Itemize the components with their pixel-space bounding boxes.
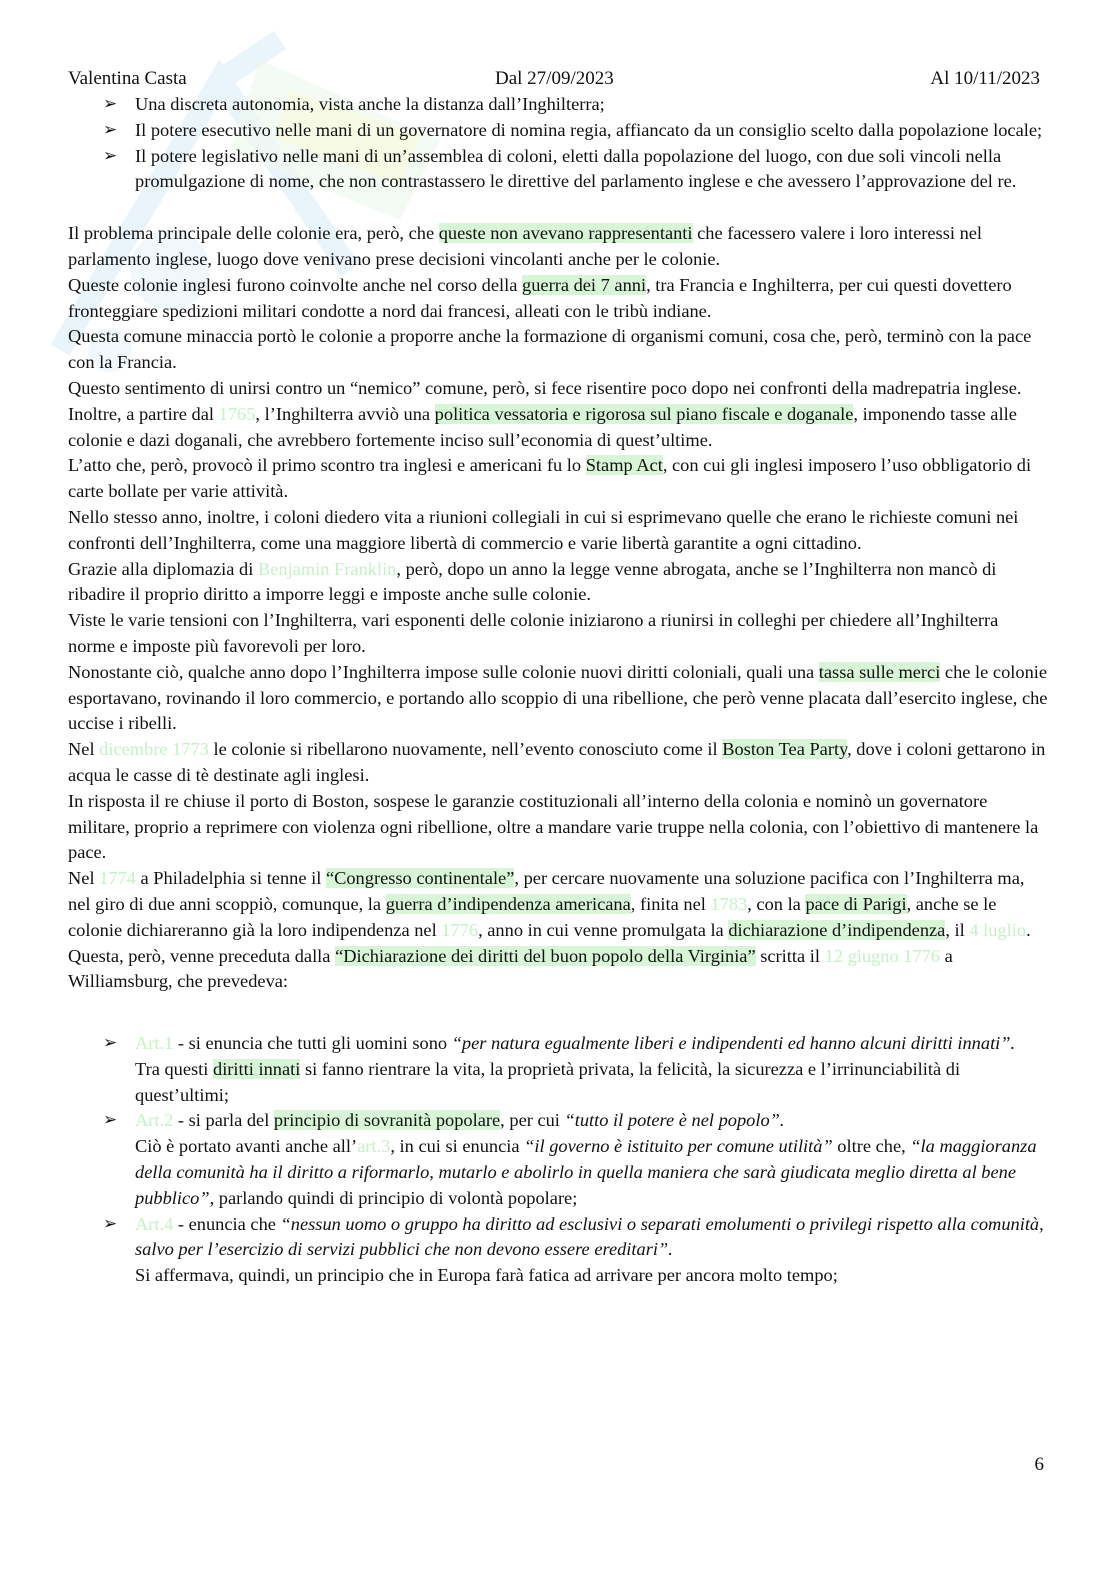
paragraph: Nel dicembre 1773 le colonie si ribellarono nuovamente, nell’evento conosciuto come il Boston Tea Party, dove i coloni gettarono in acqua le casse di tè destinate agli inglesi. [68,739,1046,785]
faint-date: dicembre 1773 [99,739,209,760]
highlight: tassa sulle merci [818,661,941,682]
article-ref: art.3 [357,1136,391,1157]
header-from-date: Dal 27/09/2023 [495,68,614,89]
arrow-bullet-icon: ➢ [103,145,118,166]
paragraph: Inoltre, a partire dal 1765, l’Inghilterra avviò una politica vessatoria e rigorosa sul piano fiscale e doganale, imponendo tasse alle colonie e dazi doganali, che avrebbero fortemente inciso sull’economia di quest’ultime. [68,403,1017,450]
list-item: ➢ Il potere esecutivo nelle mani di un governatore di nomina regia, affiancato da un consiglio scelto dalla popolazione locale; [68,118,1048,144]
quote: “per natura egualmente liberi e indipendenti ed hanno alcuni diritti innati”. [451,1033,1016,1054]
paragraph: Questo sentimento di unirsi contro un “nemico” comune, però, si fece risentire poco dopo nei confronti della madrepatria inglese. [68,377,1022,398]
arrow-bullet-icon: ➢ [103,1110,118,1131]
highlight: politica vessatoria e rigorosa sul piano fiscale e doganale [434,403,854,424]
quote: “il governo è istituito per comune utilità” [524,1136,833,1157]
faint-date: 12 giugno 1776 [824,945,941,966]
highlight: Stamp Act [585,455,663,476]
quote: “la maggioranza della comunità ha il diritto a riformarlo, mutarlo e abolirlo in quella maniera che sarà giudicata meglio diretta al bene pubblico” [135,1136,1037,1208]
highlight: “Congresso continentale” [325,868,515,889]
arrow-bullet-icon: ➢ [103,1213,118,1234]
faint-date: 1765 [218,403,256,424]
faint-date: 1776 [441,919,479,940]
highlight: diritti innati [213,1058,301,1079]
list-item: ➢ Art.1 - si enuncia che tutti gli uomini sono “per natura egualmente liberi e indipendenti ed hanno alcuni diritti innati”. Tra questi diritti innati si fanno rientrare la vita, la proprietà privata, la felicità, la sicurezza e l’irrinunciabilità di quest’ultimi; [103,1033,1016,1105]
highlight: dichiarazione d’indipendenza [728,919,946,940]
document-body [68,92,1048,1289]
article-ref: Art.2 [135,1110,174,1131]
paragraph: Viste le varie tensioni con l’Inghilterra, vari esponenti delle colonie iniziarono a riunirsi in colleghi per chiedere all’Inghilterra norme e imposte più favorevoli per loro. [68,610,999,656]
faint-name: Benjamin Franklin [257,558,397,579]
paragraph: Nello stesso anno, inoltre, i coloni diedero vita a riunioni collegiali in cui si esprimevano quelle che erano le richieste comuni nei confronti dell’Inghilterra, come una maggiore libertà di commercio e varie libertà garantite a ogni cittadino. [68,506,1019,553]
articles-list [68,1031,1048,1289]
paragraph: L’atto che, però, provocò il primo scontro tra inglesi e americani fu lo Stamp Act, con cui gli inglesi imposero l’uso obbligatorio di carte bollate per varie attività. [68,455,1032,502]
list-item: ➢ Art.2 - si parla del principio di sovranità popolare, per cui “tutto il potere è nel popolo”. Ciò è portato avanti anche all’art.3, in cui si enuncia “il governo è istituito per comune utilità” oltre che, “la maggioranza della comunità ha il diritto a riformarlo, mutarlo e abolirlo in quella maniera che sarà giudicata meglio diretta al bene pubblico”, parlando quindi di principio di volontà popolare; [103,1110,1037,1208]
arrow-bullet-icon: ➢ [103,119,118,140]
list-item: ➢ Una discreta autonomia, vista anche la distanza dall’Inghilterra; [68,92,1048,118]
article-ref: Art.1 [135,1033,174,1054]
list-item: ➢ Art.4 - enuncia che “nessun uomo o gruppo ha diritto ad esclusivi o separati emolumenti o privilegi rispetto alla comunità, salvo per l’esercizio di servizi pubblici che non devono essere ereditari”. Si affermava, quindi, un principio che in Europa farà fatica ad arrivare per ancora molto tempo; [103,1213,1044,1286]
faint-date: 4 luglio [969,919,1027,940]
page-header [68,68,1040,94]
list-item: ➢ Il potere legislativo nelle mani di un’assemblea di coloni, eletti dalla popolazione del luogo, con due soli vincoli nella promulgazione di nome, che non contrastassero le direttive del parlamento inglese e che avessero l’approvazione del re. [103,145,1017,192]
header-author: Valentina Casta [68,68,187,89]
highlight: Boston Tea Party [722,739,848,760]
highlight: queste non avevano rappresentanti [438,223,693,244]
paragraph: Questa comune minaccia portò le colonie a proporre anche la formazione di organismi comuni, cosa che, però, terminò con la pace con la Francia. [68,326,1032,373]
highlight: “Dichiarazione dei diritti del buon popolo della Virginia” [335,945,756,966]
paragraph: Grazie alla diplomazia di Benjamin Franklin, però, dopo un anno la legge venne abrogata, anche se l’Inghilterra non mancò di ribadire il proprio diritto a imporre leggi e imposte anche sulle colonie. [68,558,997,605]
page-number: 6 [1034,1454,1044,1475]
quote: “nessun uomo o gruppo ha diritto ad esclusivi o separati emolumenti o privilegi rispetto alla comunità, salvo per l’esercizio di servizi pubblici che non devono essere ereditari”. [135,1213,1044,1260]
highlight: guerra dei 7 anni [522,274,647,295]
paragraph: Nonostante ciò, qualche anno dopo l’Inghilterra impose sulle colonie nuovi diritti coloniali, quali una tassa sulle merci che le colonie esportavano, rovinando il loro commercio, e portando allo scoppio di una ribellione, che però venne placata dall’esercito inglese, che uccise i ribelli. [68,661,1048,734]
highlight: principio di sovranità popolare [273,1110,501,1131]
article-ref: Art.4 [135,1213,174,1234]
arrow-bullet-icon: ➢ [103,1033,118,1054]
highlight: pace di Parigi [805,893,907,914]
paragraph: Il problema principale delle colonie era, però, che queste non avevano rappresentanti che facessero valere i loro interessi nel parlamento inglese, luogo dove venivano prese decisioni vincolanti anche per le colonie. [68,223,983,269]
header-to-date: Al 10/11/2023 [930,68,1040,89]
faint-date: 1783 [710,893,748,914]
faint-date: 1774 [99,868,136,889]
paragraph: In risposta il re chiuse il porto di Boston, sospese le garanzie costituzionali all’interno della colonia e nominò un governatore militare, proprio a reprimere con violenza ogni ribellione, oltre a mandare varie truppe nella colonia, con l’obiettivo di mantenere la pace. [68,790,1039,863]
bullet-list-top [68,92,1048,195]
arrow-bullet-icon: ➢ [103,94,118,114]
highlight: guerra d’indipendenza americana [385,893,631,914]
quote: “tutto il potere è nel popolo”. [564,1110,785,1131]
paragraph: Queste colonie inglesi furono coinvolte anche nel corso della guerra dei 7 anni, tra Francia e Inghilterra, per cui questi dovettero fronteggiare spedizioni militari condotte a nord dai francesi, alleati con le tribù indiane. [68,274,1012,321]
paragraph: Questa, però, venne preceduta dalla “Dichiarazione dei diritti del buon popolo della Virginia” scritta il 12 giugno 1776 a Williamsburg, che prevedeva: [68,945,953,992]
paragraph: Nel 1774 a Philadelphia si tenne il “Congresso continentale”, per cercare nuovamente una soluzione pacifica con l’Inghilterra ma, nel giro di due anni scoppiò, comunque, la guerra d’indipendenza americana, finita nel 1783, con la pace di Parigi, anche se le colonie dichiareranno già la loro indipendenza nel 1776, anno in cui venne promulgata la dichiarazione d’indipendenza, il 4 luglio. [68,868,1031,940]
